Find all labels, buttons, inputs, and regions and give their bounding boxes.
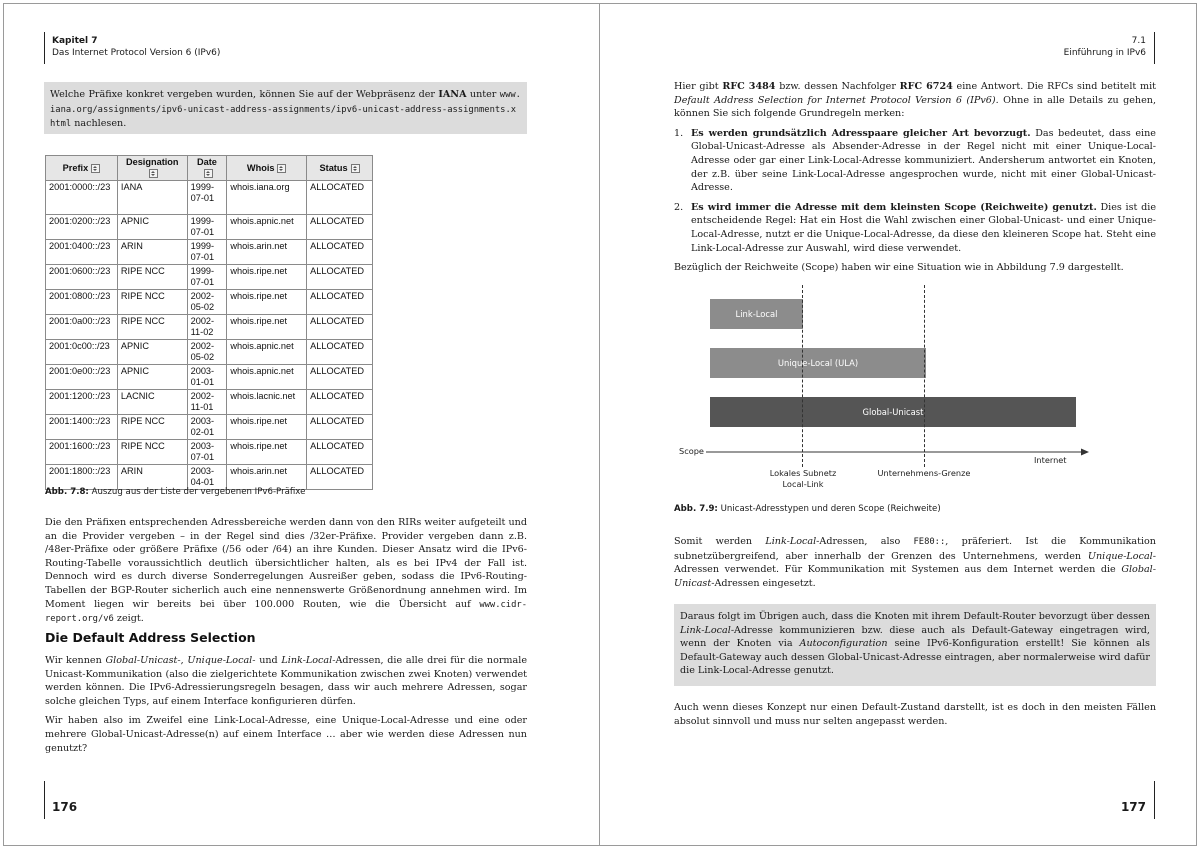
iana-label: IANA	[438, 89, 467, 100]
caption-text: Unicast-Adresstypen und deren Scope (Reichweite)	[717, 504, 941, 514]
cell-prefix: 2001:1800::/23	[46, 465, 118, 490]
cell-status: ALLOCATED	[307, 315, 373, 340]
caption-text: Auszug aus der Liste der vergebenen IPv6-Präfixe	[88, 487, 306, 497]
header-rule	[1154, 32, 1155, 64]
cell-status: ALLOCATED	[307, 340, 373, 365]
cell-status: ALLOCATED	[307, 181, 373, 215]
axis-label-internet: Internet	[1034, 455, 1067, 465]
cell-date: 2003- 07-01	[187, 440, 227, 465]
caption-label: Abb. 7.8:	[45, 487, 89, 497]
cell-designation: RIPE NCC	[117, 415, 187, 440]
cell-date: 1999- 07-01	[187, 240, 227, 265]
sort-icon[interactable]	[277, 164, 286, 173]
cell-date: 2002- 11-02	[187, 315, 227, 340]
cell-whois: whois.ripe.net	[227, 440, 307, 465]
cell-date: 2002- 05-02	[187, 290, 227, 315]
right-intro: Hier gibt RFC 3484 bzw. dessen Nachfolger RFC 6724 eine Antwort. Die RFCs sind betitelt mit Default Address Selection for Internet Protocol Version 6 (IPv6). Ohne in alle Details zu gehen, können Sie sich folgende Grundregeln merken: 1. Es werden grundsätzlich Adresspaare gleicher Art bevorzugt. Das bedeutet, dass eine Global-Unicast-Adresse als Absender-Adresse in der Regel nicht mit einer Unique-Local-Adresse oder gar einer Link-Local-Adresse kommuniziert. Andersherum antwortet ein Knoten, der z.B. über seine Link-Local-Adresse angesprochen wurde, nicht mit einer Global-Unicast-Adresse. 2. Es wird immer die Adresse mit dem kleinsten Scope (Reichweite) genutzt. Dies ist die entscheidende Regel: Hat ein Host die Wahl zwischen einer Global-Unicast- und einer Unique-Local-Adresse, nutzt er die Unique-Local-Adresse, da diese den kleineren Scope hat. Steht eine Link-Local-Adresse zur Auswahl, wird diese verwendet. Bezüglich der Reichweite (Scope) haben wir eine Situation wie in Abbildung 7.9 dargestellt.	[674, 81, 1157, 274]
marker-company-boundary: Unternehmens-Grenze	[877, 468, 971, 478]
page-number-left: 176	[52, 800, 78, 814]
cell-status: ALLOCATED	[307, 240, 373, 265]
col-whois[interactable]: Whois	[227, 156, 307, 181]
cell-status: ALLOCATED	[307, 465, 373, 490]
section-number: 7.1	[1131, 36, 1146, 46]
cell-whois: whois.arin.net	[227, 465, 307, 490]
cell-designation: ARIN	[117, 465, 187, 490]
sort-icon[interactable]	[149, 169, 158, 178]
cell-prefix: 2001:0400::/23	[46, 240, 118, 265]
col-date[interactable]: Date	[187, 156, 227, 181]
table-row	[46, 440, 373, 465]
left-body-para-3: Wir haben also im Zweifel eine Link-Local-Adresse, eine Unique-Local-Adresse und eine oder mehrere Global-Unicast-Adresse(n) auf einem Interface … aber wie werden diese Adressen nun genutzt?	[45, 715, 527, 754]
sort-icon[interactable]	[91, 164, 100, 173]
cell-prefix: 2001:0c00::/23	[46, 340, 118, 365]
scope-axis	[674, 280, 1156, 495]
cell-prefix: 2001:0000::/23	[46, 181, 118, 215]
cell-whois: whois.apnic.net	[227, 340, 307, 365]
cell-designation: LACNIC	[117, 390, 187, 415]
cell-designation: RIPE NCC	[117, 265, 187, 290]
iana-info-box	[44, 82, 527, 134]
note-box: Daraus folgt im Übrigen auch, dass die Knoten mit ihrem Default-Router bevorzugt über dessen Link-Local-Adresse kommunizieren bzw. diese auch als Default-Gateway eingetragen wird, wenn der Knoten via Autoconfiguration seine IPv6-Konfiguration erstellt! Sie können als Default-Gateway auch dessen Global-Unicast-Adresse eintragen, aber normalerweise wird dafür die Link-Local-Adresse genutzt.	[674, 604, 1156, 686]
right-page	[600, 0, 1200, 849]
cell-prefix: 2001:1400::/23	[46, 415, 118, 440]
cell-whois: whois.ripe.net	[227, 415, 307, 440]
cell-date: 2002- 05-02	[187, 340, 227, 365]
cell-whois: whois.ripe.net	[227, 315, 307, 340]
cell-whois: whois.lacnic.net	[227, 390, 307, 415]
right-body-para-1: Somit werden Link-Local-Adressen, also FE80::, präferiert. Ist die Kommunikation subnetzübergreifend, aber innerhalb der Grenzen des Unternehmens, werden Unique-Local-Adressen verwendet. Für Kommunikation mit Systemen aus dem Internet werden die Global-Unicast-Adressen eingesetzt.	[674, 536, 1156, 589]
cell-status: ALLOCATED	[307, 215, 373, 240]
chapter-label: Kapitel 7	[52, 36, 98, 46]
sort-icon[interactable]	[351, 164, 360, 173]
table-row	[46, 290, 373, 315]
rules-list	[674, 127, 1156, 255]
figure-caption-7-9	[674, 503, 941, 515]
cell-designation: ARIN	[117, 240, 187, 265]
chapter-title: Das Internet Protocol Version 6 (IPv6)	[52, 48, 221, 58]
cell-designation: IANA	[117, 181, 187, 215]
cell-prefix: 2001:0a00::/23	[46, 315, 118, 340]
prefix-table	[45, 155, 373, 490]
cell-whois: whois.ripe.net	[227, 265, 307, 290]
table-row	[46, 181, 373, 215]
col-prefix[interactable]: Prefix	[46, 156, 118, 181]
table-row	[46, 340, 373, 365]
table-row	[46, 265, 373, 290]
bar-link-local: Link-Local	[710, 299, 803, 329]
info-text-after: unter	[466, 89, 497, 100]
caption-label: Abb. 7.9:	[674, 504, 718, 514]
info-tail: nachlesen.	[71, 118, 127, 130]
cell-whois: whois.ripe.net	[227, 290, 307, 315]
cell-date: 1999- 07-01	[187, 215, 227, 240]
sort-icon[interactable]	[204, 169, 213, 178]
iana-url: www.iana.org/assignments/ipv6-unicast-address-assignments/ipv6-unicast-address-assignments.xhtml	[50, 90, 521, 130]
cell-date: 2002- 11-01	[187, 390, 227, 415]
cell-date: 2003- 01-01	[187, 365, 227, 390]
figure-caption-7-8	[45, 486, 305, 498]
scope-sentence: Bezüglich der Reichweite (Scope) haben wir eine Situation wie in Abbildung 7.9 dargestellt.	[674, 262, 1124, 274]
cell-date: 2003- 02-01	[187, 415, 227, 440]
cell-designation: APNIC	[117, 365, 187, 390]
cell-prefix: 2001:0200::/23	[46, 215, 118, 240]
table-row	[46, 390, 373, 415]
left-body-para-1: Die den Präfixen entsprechenden Adressbereiche werden dann von den RIRs weiter aufgeteilt und an die Provider vergeben – in der Regel sind dies /32er-Präfixe. Provider vergeben dann z.B. /48er-Präfixe oder größere Präfixe (/56 oder /64) an ihre Kunden. Dieser Ansatz wird die IPv6-Routing-Tabelle voraussichtlich deutlich übersichtlicher halten, als es bei IPv4 der Fall ist. Dennoch wird es durch diverse Sonderregelungen Ausreißer geben, sodass die IPv6-Routing-Tabellen der BGP-Router sicherlich auch eine nennenswerte Größenordnung annehmen wird. Im Moment liegen wir bereits bei über 100.000 Routen, wie die Übersicht auf www.cidr-report.org/v6 zeigt.	[45, 517, 527, 625]
scope-diagram	[674, 280, 1156, 495]
cell-designation: RIPE NCC	[117, 290, 187, 315]
footer-rule	[44, 781, 45, 819]
cell-date: 1999- 07-01	[187, 265, 227, 290]
running-header	[52, 35, 220, 59]
cell-prefix: 2001:0600::/23	[46, 265, 118, 290]
section-heading: Die Default Address Selection	[45, 630, 256, 645]
table-body	[46, 181, 373, 490]
cell-status: ALLOCATED	[307, 365, 373, 390]
cell-prefix: 2001:0e00::/23	[46, 365, 118, 390]
col-designation[interactable]: Designation	[117, 156, 187, 181]
cell-status: ALLOCATED	[307, 440, 373, 465]
page-number-right: 177	[1120, 800, 1146, 814]
col-status[interactable]: Status	[307, 156, 373, 181]
cell-date: 2003- 04-01	[187, 465, 227, 490]
cell-designation: APNIC	[117, 215, 187, 240]
cidr-report-url: www.cidr-report.org/v6	[45, 599, 527, 625]
cell-prefix: 2001:0800::/23	[46, 290, 118, 315]
table-row	[46, 215, 373, 240]
cell-whois: whois.apnic.net	[227, 365, 307, 390]
bar-unique-local: Unique-Local (ULA)	[710, 348, 926, 378]
table-row	[46, 315, 373, 340]
cell-date: 1999- 07-01	[187, 181, 227, 215]
header-rule	[44, 32, 45, 64]
cell-whois: whois.apnic.net	[227, 215, 307, 240]
cell-whois: whois.iana.org	[227, 181, 307, 215]
bar-global-unicast: Global-Unicast	[710, 397, 1076, 427]
right-body-para-2: Auch wenn dieses Konzept nur einen Default-Zustand darstellt, ist es doch in den meisten Fällen absolut sinnvoll und muss nur selten angepasst werden.	[674, 702, 1156, 727]
axis-label-scope: Scope	[679, 446, 704, 456]
cell-whois: whois.arin.net	[227, 240, 307, 265]
cell-designation: RIPE NCC	[117, 440, 187, 465]
table-row	[46, 415, 373, 440]
cell-status: ALLOCATED	[307, 415, 373, 440]
cell-status: ALLOCATED	[307, 390, 373, 415]
marker-local-link: Lokales Subnetz Local-Link	[769, 468, 837, 489]
table-header-row	[46, 156, 373, 181]
rule-item: 2. Es wird immer die Adresse mit dem kleinsten Scope (Reichweite) genutzt. Dies ist die entscheidende Regel: Hat ein Host die Wahl zwischen einer Global-Unicast- und einer Unique-Local-Adresse, nutzt er die Unique-Local-Adresse, da diese den kleineren Scope hat. Steht eine Link-Local-Adresse zur Auswahl, wird diese verwendet.	[674, 201, 1156, 254]
axis-arrow	[1081, 449, 1089, 456]
cell-designation: APNIC	[117, 340, 187, 365]
cell-prefix: 2001:1600::/23	[46, 440, 118, 465]
footer-rule	[1154, 781, 1155, 819]
left-page	[0, 0, 599, 849]
running-header	[1064, 35, 1146, 59]
table-row	[46, 240, 373, 265]
cell-status: ALLOCATED	[307, 265, 373, 290]
rule-item: 1. Es werden grundsätzlich Adresspaare gleicher Art bevorzugt. Das bedeutet, dass eine Global-Unicast-Adresse als Absender-Adresse in der Regel nicht mit einer Unique-Local-Adresse oder gar einer Link-Local-Adresse kommuniziert. Andersherum antwortet ein Knoten, der z.B. über seine Link-Local-Adresse angesprochen wurde, nicht mit einer Global-Unicast-Adresse.	[674, 127, 1156, 194]
left-body-para-2: Wir kennen Global-Unicast-, Unique-Local- und Link-Local-Adressen, die alle drei für die normale Unicast-Kommunikation (also die zielgerichtete Kommunikation zwischen zwei Knoten) verwendet werden können. Die IPv6-Adressierungsregeln besagen, dass wir auch mehrere Adressen, sogar solche gleichen Typs, auf einem Interface konfigurieren dürfen. Wir haben also im Zweifel eine Link-Local-Adresse, eine Unique-Local-Adresse und eine oder mehrere Global-Unicast-Adresse(n) auf einem Interface … aber wie werden diese Adressen nun genutzt?	[45, 655, 527, 754]
section-title: Einführung in IPv6	[1063, 48, 1146, 58]
cell-prefix: 2001:1200::/23	[46, 390, 118, 415]
cell-status: ALLOCATED	[307, 290, 373, 315]
info-text: Welche Präfixe konkret vergeben wurden, können Sie auf der Webpräsenz der	[50, 89, 439, 100]
cell-designation: RIPE NCC	[117, 315, 187, 340]
table-row	[46, 365, 373, 390]
